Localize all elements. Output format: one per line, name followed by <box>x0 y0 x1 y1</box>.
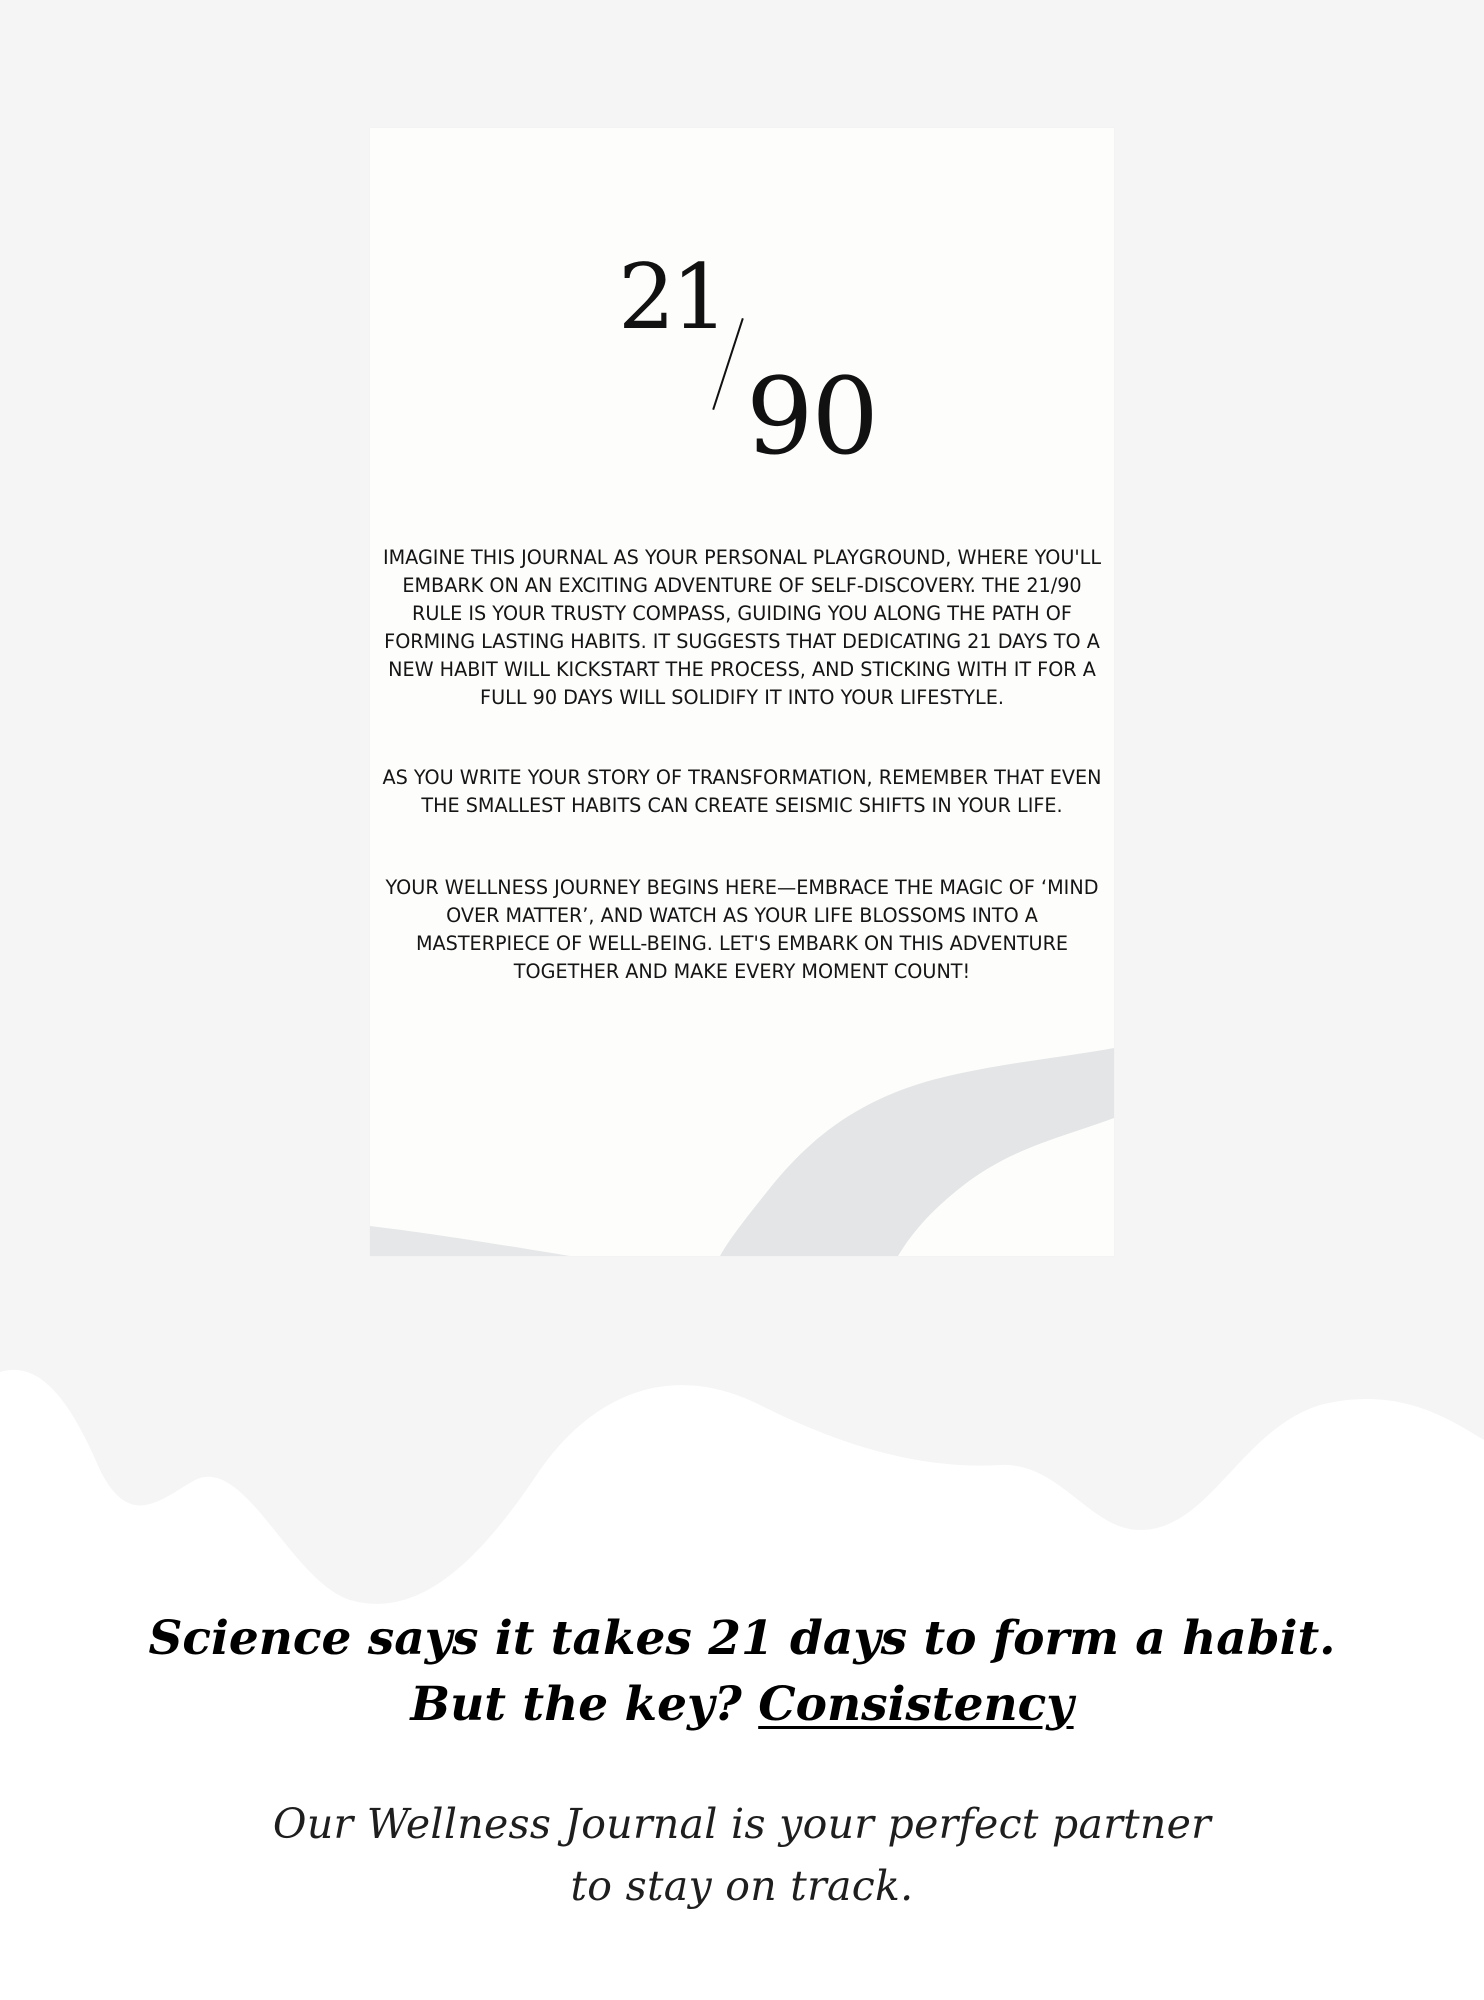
subheadline-line-1: Our Wellness Journal is your perfect partner <box>272 1800 1212 1848</box>
subheadline <box>0 1793 1484 1917</box>
headline-line-2 <box>0 1672 1484 1738</box>
journal-page-photo <box>370 128 1114 1256</box>
journal-paragraph-intro: IMAGINE THIS JOURNAL AS YOUR PERSONAL PLAYGROUND, WHERE YOU'LL EMBARK ON AN EXCITING ADVENTURE OF SELF-DISCOVERY. THE 21/90 RULE IS YOUR TRUSTY COMPASS, GUIDING YOU ALONG THE PATH OF FORMING LASTING HABITS. IT SUGGESTS THAT DEDICATING 21 DAYS TO A NEW HABIT WILL KICKSTART THE PROCESS, AND STICKING WITH IT FOR A FULL 90 DAYS WILL SOLIDIFY IT INTO YOUR LIFESTYLE. <box>382 546 1102 709</box>
headline-emphasis-word: Consistency <box>758 1677 1074 1732</box>
journal-paragraph-transformation: AS YOU WRITE YOUR STORY OF TRANSFORMATION, REMEMBER THAT EVEN THE SMALLEST HABITS CAN CREATE SEISMIC SHIFTS IN YOUR LIFE. <box>382 766 1102 817</box>
fraction-denominator: 90 <box>746 355 877 478</box>
journal-paragraph-journey: YOUR WELLNESS JOURNEY BEGINS HERE—EMBRACE THE MAGIC OF ‘MIND OVER MATTER’, AND WATCH AS YOUR LIFE BLOSSOMS INTO A MASTERPIECE OF WELL-BEING. LET'S EMBARK ON THIS ADVENTURE TOGETHER AND MAKE EVERY MOMENT COUNT! <box>385 876 1099 983</box>
headline-line-1: Science says it takes 21 days to form a habit. <box>148 1611 1336 1666</box>
headline <box>0 1606 1484 1738</box>
subheadline-line-2: to stay on track. <box>570 1862 914 1910</box>
headline-prefix: But the key? <box>410 1677 759 1732</box>
fraction-numerator: 21 <box>618 245 725 350</box>
